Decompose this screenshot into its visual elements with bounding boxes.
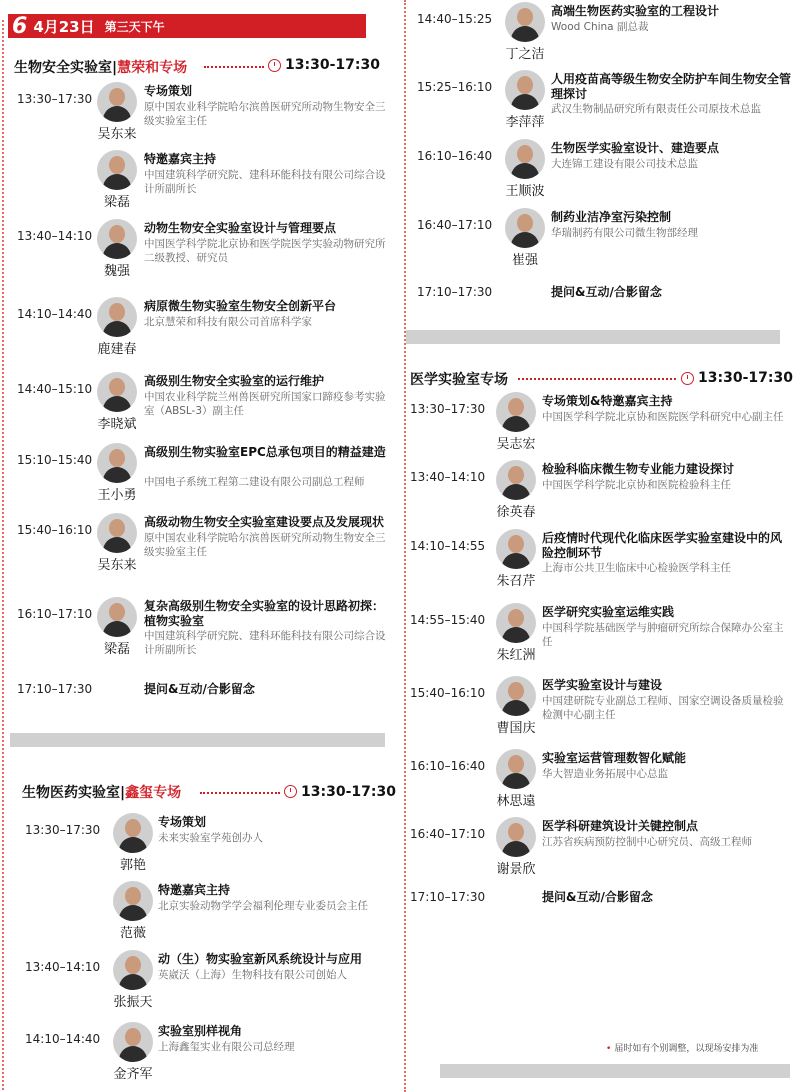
session-time: 13:40–14:10 bbox=[410, 470, 486, 484]
speaker-name: 梁磊 bbox=[103, 642, 130, 657]
avatar-head bbox=[109, 88, 125, 106]
session-topic: 实验室运营管理数智化赋能 bbox=[542, 751, 687, 765]
session-topic: 生物医学实验室设计、建造要点 bbox=[551, 141, 720, 155]
speaker-affiliation: 中国医学科学院北京协和医院检验科主任 bbox=[542, 479, 731, 491]
speaker-avatar bbox=[496, 603, 536, 643]
speaker-avatar bbox=[97, 513, 137, 553]
speaker-affiliation: 未来实验室学苑创办人 bbox=[158, 832, 263, 844]
session-topic: 动物生物安全实验室设计与管理要点 bbox=[144, 221, 337, 235]
avatar-head bbox=[517, 214, 533, 232]
speaker-avatar bbox=[505, 70, 545, 110]
section-time: 13:30-17:30 bbox=[285, 57, 380, 73]
session-time: 16:10–17:10 bbox=[17, 607, 93, 621]
speaker-affiliation: 上海鑫玺实业有限公司总经理 bbox=[158, 1041, 295, 1053]
speaker-avatar bbox=[97, 219, 137, 259]
speaker-name: 王小勇 bbox=[97, 488, 137, 503]
session-time: 13:30–17:30 bbox=[25, 823, 101, 837]
session-time: 13:30–17:30 bbox=[17, 92, 93, 106]
session-topic: 专场策划&特邀嘉宾主持 bbox=[542, 394, 673, 408]
footnote-text: 届时如有个别调整，以现场安排为准 bbox=[614, 1044, 759, 1054]
session-topic: 制药业洁净室污染控制 bbox=[551, 210, 672, 224]
section-dots bbox=[200, 792, 280, 794]
session-topic: 提问&互动/合影留念 bbox=[542, 890, 653, 904]
speaker-avatar bbox=[496, 676, 536, 716]
section-title-medlab bbox=[410, 369, 508, 389]
speaker-affiliation: 原中国农业科学院哈尔滨兽医研究所动物生物安全三级实验室主任 bbox=[144, 532, 386, 558]
avatar-head bbox=[508, 535, 524, 553]
avatar-body bbox=[511, 94, 539, 110]
session-time: 15:10–15:40 bbox=[17, 453, 93, 467]
speaker-affiliation: 中国农业科学院兰州兽医研究所国家口蹄疫参考实验室（ABSL-3）副主任 bbox=[144, 391, 386, 417]
speaker-affiliation: 大连锦工建设有限公司技术总监 bbox=[551, 158, 698, 170]
speaker-affiliation: 江苏省疾病预防控制中心研究员、高级工程师 bbox=[542, 836, 752, 848]
session-time: 15:40–16:10 bbox=[410, 686, 486, 700]
avatar-body bbox=[502, 627, 530, 643]
avatar-body bbox=[511, 26, 539, 42]
avatar-head bbox=[508, 398, 524, 416]
session-time: 13:40–14:10 bbox=[25, 960, 101, 974]
speaker-avatar bbox=[496, 392, 536, 432]
speaker-name: 金齐军 bbox=[113, 1067, 153, 1082]
speaker-affiliation: 原中国农业科学院哈尔滨兽医研究所动物生物安全三级实验室主任 bbox=[144, 101, 386, 127]
section-separator bbox=[440, 1064, 790, 1078]
session-topic: 高级别生物安全实验室的运行维护 bbox=[144, 374, 325, 388]
session-time: 17:10–17:30 bbox=[410, 890, 486, 904]
avatar-body bbox=[103, 537, 131, 553]
avatar-body bbox=[103, 396, 131, 412]
speaker-avatar bbox=[113, 1022, 153, 1062]
avatar-head bbox=[109, 225, 125, 243]
avatar-body bbox=[119, 837, 147, 853]
column-divider bbox=[404, 0, 406, 1092]
speaker-avatar bbox=[496, 817, 536, 857]
speaker-affiliation: 中国科学院基础医学与肿瘤研究所综合保障办公室主任 bbox=[542, 622, 784, 648]
speaker-affiliation: 中国医学科学院北京协和医院医学科研究中心副主任 bbox=[542, 411, 784, 423]
avatar-body bbox=[103, 174, 131, 190]
session-topic: 提问&互动/合影留念 bbox=[551, 285, 662, 299]
speaker-name: 吴志宏 bbox=[496, 437, 536, 452]
avatar-head bbox=[508, 466, 524, 484]
session-time: 15:25–16:10 bbox=[417, 80, 493, 94]
speaker-name: 曹国庆 bbox=[496, 721, 536, 736]
avatar-body bbox=[103, 621, 131, 637]
session-topic: 医学实验室设计与建设 bbox=[542, 678, 663, 692]
session-topic: 医学研究实验室运维实践 bbox=[542, 605, 675, 619]
section-time: 13:30-17:30 bbox=[301, 784, 396, 800]
session-topic: 特邀嘉宾主持 bbox=[144, 152, 217, 166]
speaker-avatar bbox=[113, 950, 153, 990]
section-time: 13:30-17:30 bbox=[698, 370, 793, 386]
date-banner bbox=[8, 14, 366, 38]
speaker-avatar bbox=[505, 2, 545, 42]
speaker-avatar bbox=[97, 150, 137, 190]
avatar-head bbox=[125, 1028, 141, 1046]
session-topic: 提问&互动/合影留念 bbox=[144, 682, 255, 696]
session-time: 14:55–15:40 bbox=[410, 613, 486, 627]
section-title-highlight: 鑫玺专场 bbox=[125, 785, 182, 801]
session-time: 15:40–16:10 bbox=[17, 523, 93, 537]
session-topic: 复杂高级别生物安全实验室的设计思路初探：植物实验室 bbox=[144, 599, 385, 628]
session-time: 16:40–17:10 bbox=[410, 827, 486, 841]
avatar-body bbox=[103, 106, 131, 122]
session-time: 17:10–17:30 bbox=[17, 682, 93, 696]
avatar-body bbox=[502, 416, 530, 432]
session-topic: 高级别生物实验室EPC总承包项目的精益建造 bbox=[144, 445, 386, 459]
session-time: 13:30–17:30 bbox=[410, 402, 486, 416]
clock-icon bbox=[268, 59, 281, 72]
speaker-avatar bbox=[113, 881, 153, 921]
session-topic: 检验科临床微生物专业能力建设探讨 bbox=[542, 462, 735, 476]
session-time: 17:10–17:30 bbox=[417, 285, 493, 299]
avatar-body bbox=[511, 163, 539, 179]
speaker-affiliation: 上海市公共卫生临床中心检验医学科主任 bbox=[542, 562, 731, 574]
avatar-head bbox=[109, 303, 125, 321]
speaker-avatar bbox=[97, 82, 137, 122]
speaker-avatar bbox=[97, 443, 137, 483]
session-topic: 医学科研建筑设计关键控制点 bbox=[542, 819, 699, 833]
avatar-head bbox=[109, 449, 125, 467]
session-topic: 专场策划 bbox=[158, 815, 207, 829]
speaker-avatar bbox=[496, 460, 536, 500]
speaker-name: 朱召芹 bbox=[496, 574, 536, 589]
speaker-affiliation: 北京慧荣和科技有限公司首席科学家 bbox=[144, 316, 312, 328]
speaker-avatar bbox=[97, 297, 137, 337]
section-separator bbox=[406, 330, 780, 344]
avatar-body bbox=[502, 841, 530, 857]
avatar-body bbox=[502, 484, 530, 500]
section-title-text: 医学实验室专场 bbox=[410, 372, 508, 388]
section-separator bbox=[10, 733, 385, 747]
speaker-avatar bbox=[505, 139, 545, 179]
avatar-body bbox=[511, 232, 539, 248]
speaker-name: 徐英春 bbox=[496, 505, 536, 520]
avatar-head bbox=[109, 603, 125, 621]
session-time: 16:10–16:40 bbox=[410, 759, 486, 773]
avatar-body bbox=[103, 467, 131, 483]
avatar-head bbox=[125, 956, 141, 974]
section-title-text: 生物医药实验室| bbox=[22, 785, 126, 801]
speaker-affiliation: 华瑞制药有限公司微生物部经理 bbox=[551, 227, 698, 239]
session-time: 16:10–16:40 bbox=[417, 149, 493, 163]
avatar-body bbox=[502, 700, 530, 716]
session-topic: 特邀嘉宾主持 bbox=[158, 883, 231, 897]
section-title-biopharma bbox=[22, 782, 181, 802]
session-topic: 高级动物生物安全实验室建设要点及发展现状 bbox=[144, 515, 385, 529]
session-time: 13:40–14:10 bbox=[17, 229, 93, 243]
avatar-body bbox=[119, 974, 147, 990]
speaker-affiliation: 武汉生物制品研究所有限责任公司原技术总监 bbox=[551, 103, 761, 115]
speaker-avatar bbox=[505, 208, 545, 248]
footnote bbox=[606, 1041, 758, 1054]
bullet-dot: • bbox=[606, 1044, 612, 1054]
avatar-head bbox=[508, 609, 524, 627]
speaker-avatar bbox=[97, 372, 137, 412]
avatar-head bbox=[508, 682, 524, 700]
session-time: 14:10–14:40 bbox=[25, 1032, 101, 1046]
speaker-name: 张振天 bbox=[113, 995, 153, 1010]
section-dots bbox=[204, 66, 264, 68]
avatar-head bbox=[508, 823, 524, 841]
session-time: 14:40–15:10 bbox=[17, 382, 93, 396]
session-topic: 后疫情时代现代化临床医学实验室建设中的风险控制环节 bbox=[542, 531, 783, 560]
speaker-affiliation: 中国建筑科学研究院、建科环能科技有限公司综合设计所副所长 bbox=[144, 169, 386, 195]
session-topic: 实验室别样视角 bbox=[158, 1024, 243, 1038]
avatar-head bbox=[125, 887, 141, 905]
session-topic: 病原微生物实验室生物安全创新平台 bbox=[144, 299, 337, 313]
speaker-name: 朱红洲 bbox=[496, 648, 536, 663]
day-number: 6 bbox=[12, 13, 28, 39]
avatar-head bbox=[109, 378, 125, 396]
speaker-affiliation: Wood China 副总裁 bbox=[551, 21, 649, 33]
speaker-name: 魏强 bbox=[103, 264, 130, 279]
speaker-name: 李萍萍 bbox=[505, 115, 545, 130]
avatar-head bbox=[109, 156, 125, 174]
section-title-biosafety bbox=[14, 57, 187, 77]
avatar-head bbox=[508, 755, 524, 773]
avatar-head bbox=[517, 8, 533, 26]
avatar-head bbox=[125, 819, 141, 837]
speaker-avatar bbox=[113, 813, 153, 853]
avatar-body bbox=[103, 321, 131, 337]
clock-icon bbox=[681, 372, 694, 385]
speaker-name: 崔强 bbox=[511, 253, 538, 268]
avatar-head bbox=[517, 145, 533, 163]
section-dots bbox=[518, 378, 676, 380]
date-label: 4月23日 bbox=[33, 17, 95, 36]
avatar-body bbox=[502, 553, 530, 569]
speaker-name: 鹿建春 bbox=[97, 342, 137, 357]
session-topic: 人用疫苗高等级生物安全防护车间生物安全管理探讨 bbox=[551, 72, 792, 101]
session-time: 14:10–14:40 bbox=[17, 307, 93, 321]
left-dotted-border bbox=[2, 20, 4, 1090]
session-topic: 动（生）物实验室新风系统设计与应用 bbox=[158, 952, 363, 966]
speaker-affiliation: 北京实验动物学学会福利伦理专业委员会主任 bbox=[158, 900, 368, 912]
session-topic: 高端生物医药实验室的工程设计 bbox=[551, 4, 720, 18]
section-title-highlight: 慧荣和专场 bbox=[117, 60, 188, 76]
speaker-name: 谢景欣 bbox=[496, 862, 536, 877]
speaker-avatar bbox=[97, 597, 137, 637]
day-label: 第三天下午 bbox=[104, 19, 165, 34]
session-time: 14:10–14:55 bbox=[410, 539, 486, 553]
session-time: 14:40–15:25 bbox=[417, 12, 493, 26]
speaker-affiliation: 中国医学科学院北京协和医学院医学实验动物研究所二级教授、研究员 bbox=[144, 238, 386, 264]
speaker-name: 吴东来 bbox=[97, 558, 137, 573]
session-topic: 专场策划 bbox=[144, 84, 193, 98]
speaker-name: 吴东来 bbox=[97, 127, 137, 142]
avatar-body bbox=[119, 1046, 147, 1062]
speaker-avatar bbox=[496, 529, 536, 569]
section-title-text: 生物安全实验室| bbox=[14, 60, 118, 76]
speaker-name: 李晓斌 bbox=[97, 417, 137, 432]
speaker-name: 林思遠 bbox=[496, 794, 536, 809]
speaker-affiliation: 华大智造业务拓展中心总监 bbox=[542, 768, 668, 780]
speaker-name: 郭艳 bbox=[119, 858, 146, 873]
speaker-affiliation: 英崴沃（上海）生物科技有限公司创始人 bbox=[158, 969, 347, 981]
avatar-body bbox=[103, 243, 131, 259]
speaker-affiliation: 中国电子系统工程第二建设有限公司副总工程师 bbox=[144, 476, 365, 488]
session-time: 16:40–17:10 bbox=[417, 218, 493, 232]
avatar-body bbox=[119, 905, 147, 921]
avatar-head bbox=[517, 76, 533, 94]
avatar-head bbox=[109, 519, 125, 537]
speaker-name: 梁磊 bbox=[103, 195, 130, 210]
speaker-affiliation: 中国建研院专业副总工程师、国家空调设备质量检验检测中心副主任 bbox=[542, 695, 784, 721]
speaker-avatar bbox=[496, 749, 536, 789]
clock-icon bbox=[284, 785, 297, 798]
avatar-body bbox=[502, 773, 530, 789]
speaker-name: 范薇 bbox=[119, 926, 146, 941]
speaker-name: 丁之洁 bbox=[505, 47, 545, 62]
speaker-name: 王顺波 bbox=[505, 184, 545, 199]
speaker-affiliation: 中国建筑科学研究院、建科环能科技有限公司综合设计所副所长 bbox=[144, 630, 386, 656]
